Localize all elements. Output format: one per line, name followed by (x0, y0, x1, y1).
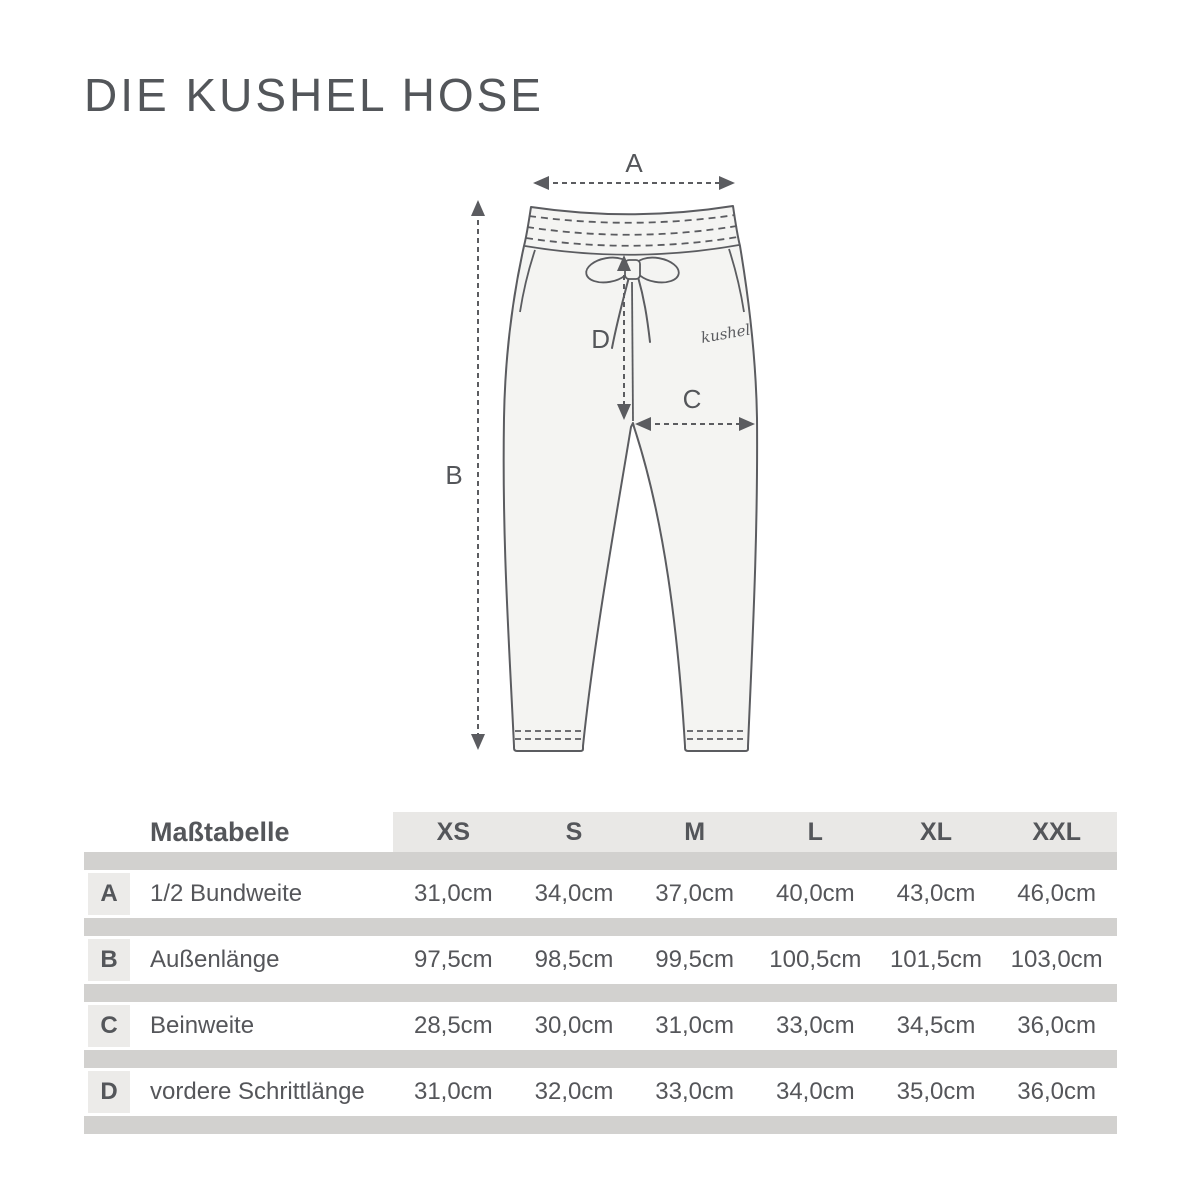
cell-value: 32,0cm (534, 1078, 614, 1105)
table-row (84, 936, 1117, 984)
cell-value: 99,5cm (655, 946, 734, 973)
size-header-l: L (755, 812, 876, 852)
cell-value: 31,0cm (413, 1078, 493, 1105)
table-divider (84, 852, 1117, 870)
table-header-row (84, 812, 1117, 852)
cell-value: 97,5cm (413, 946, 493, 973)
row-label: Beinweite (150, 1012, 255, 1039)
measure-label-a: A (625, 150, 643, 178)
cell-value: 36,0cm (1017, 1012, 1096, 1039)
cell-value: 103,0cm (1010, 946, 1103, 973)
size-header-m: M (634, 812, 755, 852)
cell-value: 34,0cm (534, 880, 614, 907)
cell-value: 43,0cm (896, 880, 976, 907)
cell-value: 101,5cm (889, 946, 983, 973)
page-title: DIE KUSHEL HOSE (84, 69, 544, 121)
table-row (84, 1002, 1117, 1050)
size-table (84, 812, 1117, 1134)
row-label: vordere Schrittlänge (150, 1078, 365, 1105)
cell-value: 34,0cm (775, 1078, 855, 1105)
table-divider (84, 1050, 1117, 1068)
size-header-s: S (514, 812, 635, 852)
kushel-logo: kushel (699, 320, 752, 347)
table-divider (84, 918, 1117, 936)
row-letter-badge: A (88, 873, 130, 915)
cell-value: 31,0cm (655, 1012, 734, 1039)
cell-value: 36,0cm (1017, 1078, 1096, 1105)
row-letter-badge: C (88, 1005, 130, 1047)
table-row (84, 1068, 1117, 1116)
cell-value: 46,0cm (1017, 880, 1096, 907)
pants-silhouette (504, 206, 757, 751)
cell-value: 37,0cm (655, 880, 734, 907)
pants-measurement-diagram (440, 150, 780, 780)
size-header-xxl: XXL (996, 812, 1117, 852)
table-divider (84, 984, 1117, 1002)
cell-value: 100,5cm (769, 946, 862, 973)
cell-value: 31,0cm (413, 880, 493, 907)
row-label: 1/2 Bundweite (150, 880, 303, 907)
cell-value: 33,0cm (655, 1078, 734, 1105)
table-row (84, 870, 1117, 918)
measure-label-c: C (682, 384, 702, 414)
cell-value: 34,5cm (896, 1012, 976, 1039)
cell-value: 98,5cm (534, 946, 614, 973)
table-title: Maßtabelle (150, 816, 290, 847)
front-seam (632, 282, 633, 421)
size-header-xl: XL (876, 812, 997, 852)
measure-label-b: B (445, 460, 463, 490)
row-label: Außenlänge (150, 946, 280, 973)
cell-value: 33,0cm (775, 1012, 855, 1039)
cell-value: 28,5cm (413, 1012, 493, 1039)
cell-value: 30,0cm (534, 1012, 614, 1039)
size-header-xs: XS (393, 812, 514, 852)
cell-value: 40,0cm (775, 880, 855, 907)
cell-value: 35,0cm (896, 1078, 976, 1105)
row-letter-badge: D (88, 1071, 130, 1113)
row-letter-badge: B (88, 939, 130, 981)
measure-label-d: D (591, 324, 610, 354)
table-divider (84, 1116, 1117, 1134)
